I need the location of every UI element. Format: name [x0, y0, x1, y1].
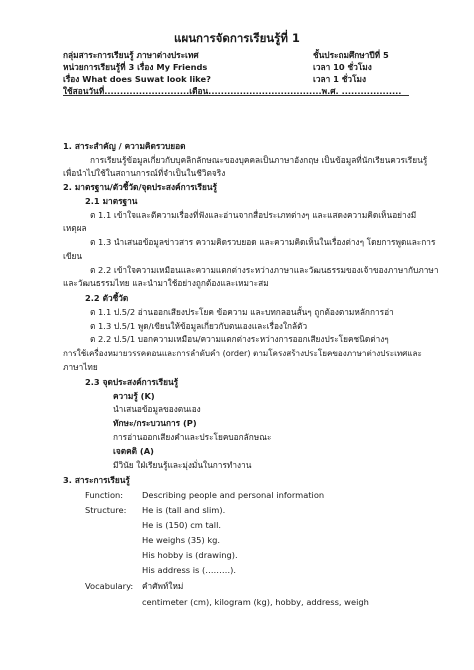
objectives-subheading: 2.3 จุดประสงค์การเรียนรู้: [85, 377, 179, 387]
unit-time: เวลา 10 ชั่วโมง: [313, 62, 372, 72]
knowledge-text: นำเสนอข้อมูลของตนเอง: [113, 404, 201, 414]
standard-3-line-2: และวัฒนธรรมไทย และนำมาใช้อย่างถูกต้องและเหมาะสม: [63, 278, 269, 288]
vocabulary-label: Vocabulary:: [85, 581, 134, 591]
standard-3-line-1: ต 2.2 เข้าใจความเหมือนและความแตกต่างระหว่างภาษาและวัฒนธรรมของเจ้าของภาษากับภาษา: [90, 265, 439, 275]
indicator-3-line-2: การใช้เครื่องหมายวรรคตอนและการลำดับคำ (order) ตามโครงสร้างประโยคของภาษาต่างประเทศและ: [63, 348, 422, 358]
structure-item: He weighs (35) kg.: [142, 535, 221, 545]
section-1-heading: 1. สาระสำคัญ / ความคิดรวบยอด: [63, 141, 186, 151]
function-label: Function:: [85, 490, 124, 500]
indicators-subheading: 2.2 ตัวชี้วัด: [85, 293, 129, 303]
attitude-label: เจตคติ (A): [113, 446, 154, 456]
structure-item: His hobby is (drawing).: [142, 550, 238, 560]
page-title: แผนการจัดการเรียนรู้ที่ 1: [174, 31, 300, 45]
standards-subheading: 2.1 มาตรฐาน: [85, 196, 138, 206]
process-label: ทักษะ/กระบวนการ (P): [113, 418, 197, 428]
attitude-text: มีวินัย ใฝ่เรียนรู้และมุ่งมั่นในการทำงาน: [113, 460, 252, 470]
standard-1-line-1: ต 1.1 เข้าใจและตีความเรื่องที่ฟังและอ่านจากสื่อประเภทต่างๆ และแสดงความคิดเห็นอย่างมี: [90, 210, 417, 220]
lesson-topic: เรื่อง What does Suwat look like?: [63, 74, 211, 84]
indicator-3-line-3: ภาษาไทย: [63, 362, 98, 372]
indicator-3-line-1: ต 2.2 ป.5/1 บอกความเหมือน/ความแตกต่างระหว่างการออกเสียงประโยคชนิดต่างๆ: [90, 334, 389, 344]
structure-item: He is (150) cm tall.: [142, 520, 222, 530]
vocabulary-heading: คำศัพท์ใหม่: [142, 581, 184, 591]
structure-label: Structure:: [85, 505, 127, 515]
indicator-1: ต 1.1 ป.5/2 อ่านออกเสียงประโยค ข้อความ และบทกลอนสั้นๆ ถูกต้องตามหลักการอ่า: [90, 307, 394, 317]
teaching-date-line: ใช้สอนวันที่...........................เดือน....................................พ.ศ. ...................: [63, 86, 402, 96]
vocabulary-words: centimeter (cm), kilogram (kg), hobby, address, weigh: [142, 597, 369, 607]
process-text: การอ่านออกเสียงคำและประโยคบอกลักษณะ: [113, 432, 272, 442]
structure-item: He is (tall and slim).: [142, 505, 226, 515]
section-2-heading: 2. มาตรฐาน/ตัวชี้วัด/จุดประสงค์การเรียนรู้: [63, 182, 217, 192]
unit-name: หน่วยการเรียนรู้ที่ 3 เรื่อง My Friends: [63, 62, 208, 72]
standard-2-line-1: ต 1.3 นำเสนอข้อมูลข่าวสาร ความคิดรวบยอด และความคิดเห็นในเรื่องต่างๆ โดยการพูดและการ: [90, 237, 436, 247]
structure-item: His address is (………).: [142, 565, 237, 575]
standard-1-line-2: เหตุผล: [63, 223, 87, 233]
standard-2-line-2: เขียน: [63, 251, 83, 261]
subject-group: กลุ่มสาระการเรียนรู้ ภาษาต่างประเทศ: [63, 50, 199, 60]
header-divider: [63, 95, 409, 96]
section-3-heading: 3. สาระการเรียนรู้: [63, 475, 130, 485]
function-text: Describing people and personal information: [142, 490, 325, 500]
grade-level: ชั้นประถมศึกษาปีที่ 5: [313, 50, 389, 60]
section-1-paragraph-line-2: เพื่อนำไปใช้ในสถานการณ์ที่จำเป็นในชีวิตจริง: [63, 168, 226, 178]
indicator-2: ต 1.3 ป.5/1 พูด/เขียนให้ข้อมูลเกี่ยวกับตนเองและเรื่องใกล้ตัว: [90, 321, 308, 331]
knowledge-label: ความรู้ (K): [113, 391, 155, 401]
section-1-paragraph-line-1: การเรียนรู้ข้อมูลเกี่ยวกับบุคลิกลักษณะของบุคคลเป็นภาษาอังกฤษ เป็นข้อมูลที่นักเรียนควรเรียนรู้: [90, 155, 428, 165]
lesson-time: เวลา 1 ชั่วโมง: [313, 74, 367, 84]
